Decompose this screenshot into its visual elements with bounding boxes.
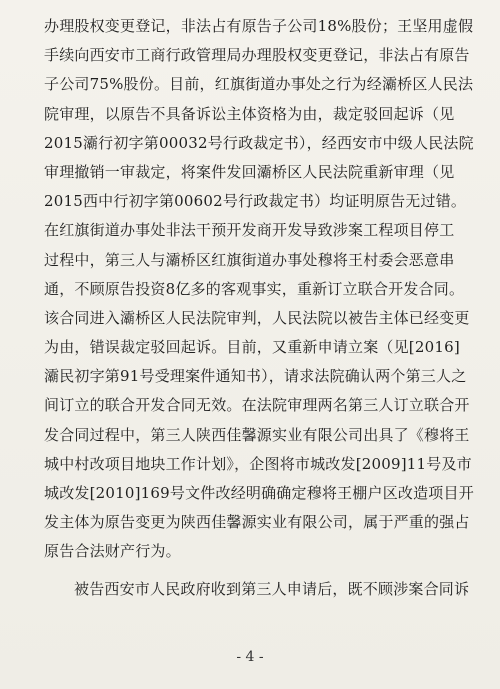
text-line: 手续向西安市工商行政管理局办理股权变更登记，非法占有原告 (44, 46, 470, 65)
text-line: 被告西安市人民政府收到第三人申请后，既不顾涉案合同诉 (74, 579, 470, 598)
text-line: 发合同过程中，第三人陕西佳馨源实业有限公司出具了《穆将王 (44, 425, 470, 444)
text-line: 2015西中行初字第00602号行政裁定书）均证明原告无过错。 (44, 192, 467, 211)
document-body (44, 12, 474, 604)
text-line: 子公司75%股份。目前，红旗街道办事处之行为经灞桥区人民法 (44, 75, 474, 94)
text-line: 间订立的联合开发合同无效。在法院审理两名第三人订立联合开 (44, 396, 470, 415)
text-line: 院审理，以原告不具备诉讼主体资格为由，裁定驳回起诉（见 (44, 104, 455, 123)
text-line: 城中村改项目地块工作计划》，企图将市城改发[2009]11号及市 (44, 454, 472, 473)
text-line: 在红旗街道办事处非法干预开发商开发导致涉案工程项目停工 (44, 221, 455, 240)
text-line: 发主体为原告变更为陕西佳馨源实业有限公司，属于严重的强占 (44, 513, 470, 532)
text-line: 通，不顾原告投资8亿多的客观事实，重新订立联合开发合同。 (44, 279, 465, 298)
text-line: 办理股权变更登记，非法占有原告子公司18%股份；王坚用虚假 (44, 17, 474, 35)
page-number: - 4 - (236, 649, 264, 665)
paragraph-gap (44, 567, 474, 575)
text-line: 审理撤销一审裁定，将案件发回灞桥区人民法院重新审理（见 (44, 162, 455, 181)
text-line: 2015灞行初字第00032号行政裁定书），经西安市中级人民法院 (44, 133, 474, 152)
text-line: 原告合法财产行为。 (44, 542, 181, 561)
text-line: 过程中，第三人与灞桥区红旗街道办事处穆将王村委会恶意串 (44, 250, 455, 269)
text-line: 灞民初字第91号受理案件通知书），请求法院确认两个第三人之 (44, 367, 467, 386)
text-line: 城改发[2010]169号文件改经明确确定穆将王棚户区改造项目开 (44, 484, 474, 502)
text-line: 该合同进入灞桥区人民法院审判，人民法院以被告主体已经变更 (44, 308, 470, 327)
text-line: 为由，错误裁定驳回起诉。目前，又重新申请立案（见[2016] (44, 338, 460, 357)
